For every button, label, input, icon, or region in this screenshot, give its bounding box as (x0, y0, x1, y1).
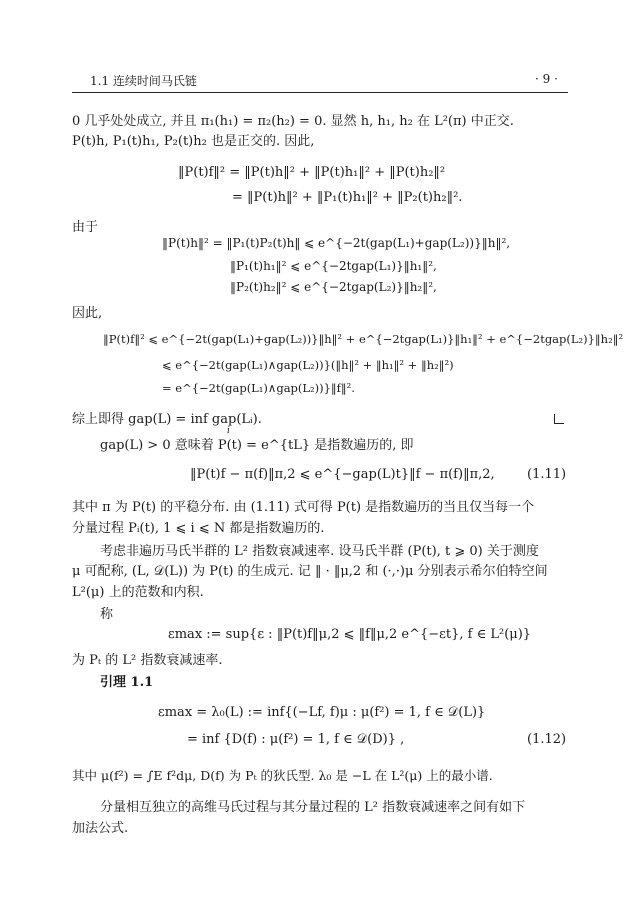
equation-line: εmax := sup{ε : ‖P(t)f‖μ,2 ⩽ ‖f‖μ,2 e^{−εt}, f ∈ L²(μ)} (168, 627, 532, 642)
page-number: · 9 · (535, 72, 558, 86)
text-line: 分量相互独立的高维马氏过程与其分量过程的 L² 指数衰减速率之间有如下 (100, 800, 526, 815)
text-line: 为 Pₜ 的 L² 指数衰减速率. (72, 653, 223, 668)
equation-line: ‖P(t)h‖² = ‖P₁(t)P₂(t)h‖ ⩽ e^{−2t(gap(L₁)+gap(L₂))}‖h‖², (162, 236, 511, 250)
equation-number: (1.12) (527, 732, 567, 747)
text-line: 加法公式. (72, 821, 129, 836)
equation-line: ‖P(t)f‖² = ‖P(t)h‖² + ‖P(t)h₁‖² + ‖P(t)h₂‖² (178, 165, 446, 180)
equation-number: (1.11) (527, 467, 567, 482)
equation-line: = e^{−2t(gap(L₁)∧gap(L₂))}‖f‖². (162, 381, 355, 395)
lemma-title: 引理 1.1 (100, 675, 154, 690)
equation-line: = inf {D(f) : μ(f²) = 1, f ∈ 𝒟(D)} , (187, 732, 405, 747)
text-line: μ 可配称, (L, 𝒟(L)) 为 P(t) 的生成元. 记 ‖ · ‖μ,2 和 (·,·)μ 分别表示希尔伯特空间 (72, 564, 548, 579)
text-line: 0 几乎处处成立, 并且 π₁(h₁) = π₂(h₂) = 0. 显然 h, h₁, h₂ 在 L²(π) 中正交. (72, 114, 514, 129)
text-line: L²(μ) 上的范数和内积. (72, 585, 204, 600)
qed-mark (554, 414, 564, 424)
text-line: 考虑非遍历马氏半群的 L² 指数衰减速率. 设马氏半群 (P(t), t ⩾ 0) 关于测度 (100, 544, 539, 559)
text-line: 由于 (72, 220, 99, 235)
text-line: 称 (100, 607, 114, 622)
equation-line: = ‖P(t)h‖² + ‖P₁(t)h₁‖² + ‖P₂(t)h₂‖². (232, 190, 463, 205)
header-rule (72, 92, 568, 93)
subscript: i (227, 426, 230, 436)
text-line: 分量过程 Pᵢ(t), 1 ⩽ i ⩽ N 都是指数遍历的. (72, 521, 325, 536)
text-line: 其中 π 为 P(t) 的平稳分布. 由 (1.11) 式可得 P(t) 是指数遍历的当且仅当每一个 (72, 500, 535, 515)
equation-line: εmax = λ₀(L) := inf{(−Lf, f)μ : μ(f²) = 1, f ∈ 𝒟(L)} (158, 705, 486, 720)
equation-line: ‖P₁(t)h₁‖² ⩽ e^{−2tgap(L₁)}‖h₁‖², (230, 259, 437, 273)
text-line: gap(L) > 0 意味着 P(t) = e^{tL} 是指数遍历的, 即 (100, 438, 414, 453)
text-line: 因此, (72, 306, 103, 321)
text-line: 其中 μ(f²) = ∫E f²dμ, D(f) 为 Pₜ 的狄氏型. λ₀ 是 −L 在 L²(μ) 上的最小谱. (72, 768, 493, 783)
equation-line: ‖P(t)f − π(f)‖π,2 ⩽ e^{−gap(L)t}‖f − π(f)‖π,2, (190, 467, 495, 482)
running-header-section: 1.1 连续时间马氏链 (90, 74, 197, 88)
equation-line: ⩽ e^{−2t(gap(L₁)∧gap(L₂))}(‖h‖² + ‖h₁‖² + ‖h₂‖²) (162, 358, 454, 372)
equation-line: ‖P(t)f‖² ⩽ e^{−2t(gap(L₁)+gap(L₂))}‖h‖² + e^{−2tgap(L₁)}‖h₁‖² + e^{−2tgap(L₂)}‖h₂‖² (103, 332, 624, 346)
equation-line: ‖P₂(t)h₂‖² ⩽ e^{−2tgap(L₂)}‖h₂‖², (230, 280, 437, 294)
text-line: 综上即得 gap(L) = inf gap(Lᵢ). (72, 412, 262, 427)
text-line: P(t)h, P₁(t)h₁, P₂(t)h₂ 也是正交的. 因此, (72, 134, 315, 149)
